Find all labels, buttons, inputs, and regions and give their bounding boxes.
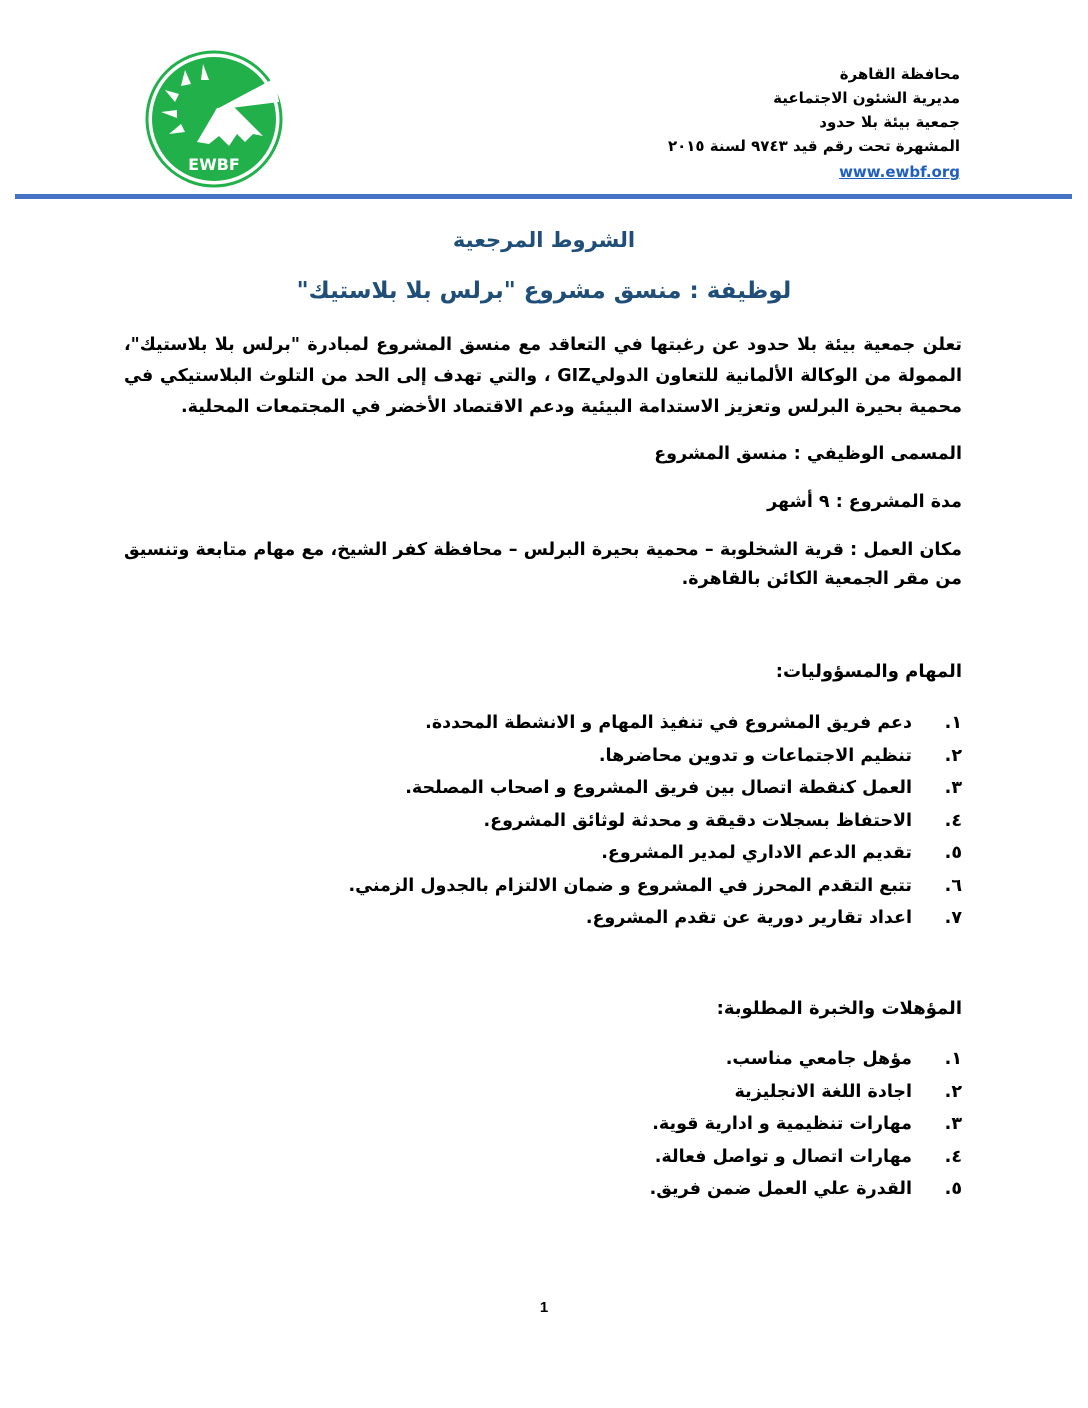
list-item: [348, 707, 962, 740]
list-item: [650, 1108, 962, 1141]
org-line-governorate: محافظة القاهرة: [839, 65, 960, 83]
item-text: اعداد تقارير دورية عن تقدم المشروع.: [585, 908, 912, 928]
item-text: مهارات اتصال و تواصل فعالة.: [654, 1146, 912, 1167]
field-label: مدة المشروع :: [835, 492, 962, 512]
logo-text: EWBF: [188, 155, 240, 174]
field-value: قرية الشخلوبة – محمية بحيرة البرلس – محافظة كفر الشيخ، مع مهام متابعة وتنسيق من مقر الجمعية الكائن بالقاهرة.: [124, 540, 962, 589]
item-text: مهارات تنظيمية و ادارية قوية.: [652, 1114, 912, 1134]
page-number: 1: [539, 1299, 549, 1316]
item-text: اجادة اللغة الانجليزية: [734, 1081, 912, 1102]
item-text: العمل كنقطة اتصال بين فريق المشروع و اصحاب المصلحة.: [405, 778, 912, 798]
field-label: المسمى الوظيفي :: [793, 444, 962, 464]
org-line-association: جمعية بيئة بلا حدود: [819, 113, 960, 131]
item-number: ١.: [944, 713, 962, 733]
item-number: ٣.: [944, 1114, 962, 1134]
field-job-title: [124, 440, 962, 469]
field-label: مكان العمل :: [850, 540, 962, 560]
responsibilities-heading: المهام والمسؤوليات:: [775, 661, 962, 682]
list-item: [348, 902, 962, 935]
item-number: ٤.: [944, 1146, 962, 1167]
list-item: [348, 870, 962, 903]
list-item: [348, 740, 962, 773]
item-number: ٥.: [944, 843, 962, 863]
item-text: الاحتفاظ بسجلات دقيقة و محدثة لوثائق المشروع.: [483, 810, 912, 831]
field-value: منسق المشروع: [654, 444, 794, 464]
ewbf-logo: [145, 50, 283, 188]
item-text: دعم فريق المشروع في تنفيذ المهام و الانشطة المحددة.: [425, 713, 912, 733]
responsibilities-list: [348, 707, 962, 935]
list-item: [348, 837, 962, 870]
list-item: [348, 805, 962, 838]
header-divider: [15, 194, 1072, 199]
field-value: ٩ أشهر: [767, 492, 836, 512]
list-item: [348, 772, 962, 805]
item-number: ٣.: [944, 778, 962, 798]
list-item: [650, 1173, 962, 1206]
item-text: تنظيم الاجتماعات و تدوين محاضرها.: [598, 745, 912, 766]
item-number: ٤.: [944, 810, 962, 831]
item-number: ٢.: [944, 745, 962, 766]
organization-info: [668, 62, 960, 184]
org-line-registration: المشهرة تحت رقم قيد ٩٧٤٣ لسنة ٢٠١٥: [667, 137, 960, 155]
intro-paragraph: تعلن جمعية بيئة بلا حدود عن رغبتها في التعاقد مع منسق المشروع لمبادرة "برلس بلا بلاستيك"، الممولة من الوكالة الألمانية للتعاون الدوليGIZ ، والتي تهدف إلى الحد من التلوث البلاستيكي في محمية بحيرة البرلس وتعزيز الاستدامة البيئية ودعم الاقتصاد الأخضر في المجتمعات المحلية.: [124, 335, 962, 417]
item-number: ٥.: [944, 1179, 962, 1199]
website-link[interactable]: www.ewbf.org: [839, 163, 960, 181]
list-item: [650, 1141, 962, 1174]
qualifications-list: [650, 1043, 962, 1206]
item-number: ٦.: [944, 875, 962, 896]
item-text: تتبع التقدم المحرز في المشروع و ضمان الالتزام بالجدول الزمني.: [348, 875, 912, 896]
list-item: [650, 1076, 962, 1109]
item-number: ٧.: [944, 908, 962, 928]
item-text: مؤهل جامعي مناسب.: [725, 1049, 912, 1069]
item-text: تقديم الدعم الاداري لمدير المشروع.: [601, 843, 912, 863]
org-line-directorate: مديرية الشئون الاجتماعية: [773, 89, 960, 107]
list-item: [650, 1043, 962, 1076]
qualifications-heading: المؤهلات والخبرة المطلوبة:: [716, 998, 962, 1019]
item-number: ٢.: [944, 1081, 962, 1102]
page-title: الشروط المرجعية: [452, 228, 636, 252]
item-number: ١.: [944, 1049, 962, 1069]
item-text: القدرة علي العمل ضمن فريق.: [649, 1179, 912, 1199]
field-duration: [124, 488, 962, 517]
field-location: [124, 536, 962, 594]
job-title-heading: لوظيفة : منسق مشروع "برلس بلا بلاستيك": [296, 278, 792, 304]
